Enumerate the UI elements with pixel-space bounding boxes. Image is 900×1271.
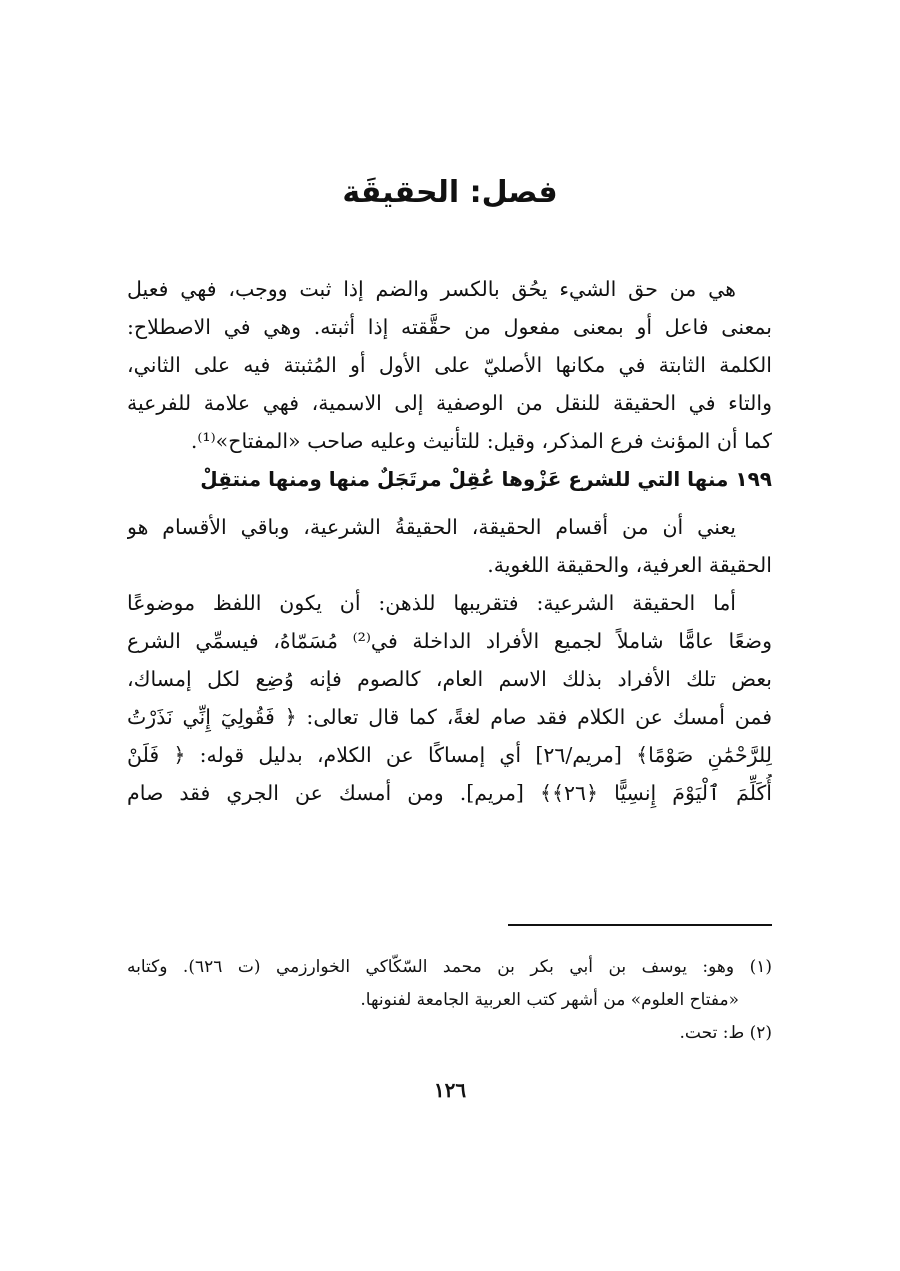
paragraph-line: بعض تلك الأفراد بذلك الاسم العام، كالصوم فإنه وُضِع لكل إمساك، [127, 667, 772, 691]
chapter-title: فصل: الحقيقَة [342, 175, 558, 210]
paragraph-line: وضعًا عامًّا شاملاً لجميع الأفراد الداخلة في⁽²⁾ مُسَمّاهُ، فيسمِّي الشرع [127, 629, 772, 653]
footnotes [127, 951, 772, 1050]
paragraph-line: هي من حق الشيء يحُق بالكسر والضم إذا ثبت ووجب، فهي فعيل [127, 277, 736, 301]
footnote-line: «مفتاح العلوم» من أشهر كتب العربية الجامعة لفنونها. [360, 990, 739, 1010]
paragraph-line: فمن أمسك عن الكلام فقد صام لغةً، كما قال تعالى: ﴿ فَقُولِيٓ إِنِّي نَذَرْتُ [127, 705, 772, 729]
page-number: ١٢٦ [433, 1078, 467, 1102]
footnote-line: (٢) ط: تحت. [679, 1023, 772, 1043]
paragraph-line: الحقيقة العرفية، والحقيقة اللغوية. [487, 553, 772, 577]
verse-line: ١٩٩ منها التي للشرع عَزْوها عُقِلْ مرتَجَلٌ منها ومنها منتقِلْ [200, 467, 772, 491]
paragraph-line: أما الحقيقة الشرعية: فتقريبها للذهن: أن يكون اللفظ موضوعًا [127, 591, 736, 615]
footnote-divider [508, 924, 772, 926]
paragraph-line: كما أن المؤنث فرع المذكر، وقيل: للتأنيث وعليه صاحب «المفتاح»⁽¹⁾. [190, 429, 772, 453]
paragraph-line: أُكَلِّمَ ٱلْيَوْمَ إِنسِيًّا ﴿٢٦﴾﴾ [مريم]. ومن أمسك عن الجري فقد صام [127, 781, 772, 805]
paragraph-line: بمعنى فاعل أو بمعنى مفعول من حقَّقته إذا أثبته. وهي في الاصطلاح: [127, 315, 772, 339]
spacer [127, 498, 772, 508]
main-text [127, 270, 772, 812]
footnote-line: (١) وهو: يوسف بن أبي بكر بن محمد السّكّاكي الخوارزمي (ت ٦٢٦). وكتابه [127, 957, 772, 977]
paragraph-line: يعني أن من أقسام الحقيقة، الحقيقةُ الشرعية، وباقي الأقسام هو [127, 515, 736, 539]
paragraph-line: لِلرَّحْمَٰنِ صَوْمًا﴾ [مريم/٢٦] أي إمساكًا عن الكلام، بدليل قوله: ﴿ فَلَنْ [127, 743, 772, 767]
paragraph-line: الكلمة الثابتة في مكانها الأصليّ على الأول أو المُثبتة فيه على الثاني، [127, 353, 772, 377]
paragraph-line: والتاء في الحقيقة للنقل من الوصفية إلى الاسمية، فهي علامة للفرعية [127, 391, 772, 415]
